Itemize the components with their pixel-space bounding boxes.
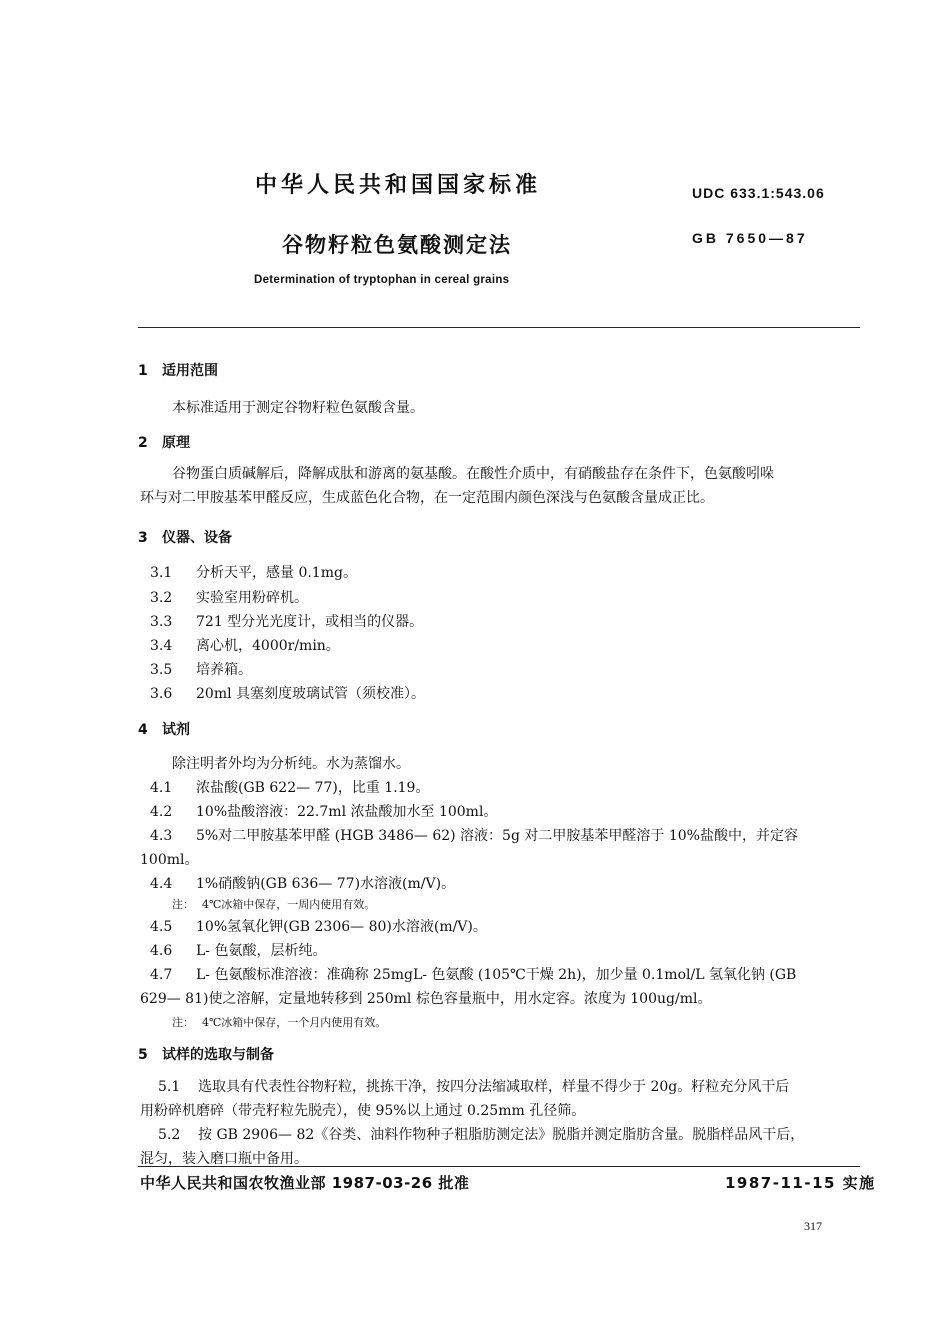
section-2-line-2: 环与对二甲胺基苯甲醛反应，生成蓝色化合物，在一定范围内颜色深浅与色氨酸含量成正比。 — [140, 490, 714, 506]
list-item: 4.4 1%硝酸钠(GB 636— 77)水溶液(m/V)。 — [150, 876, 456, 892]
note: 注： 4℃冰箱中保存，一个月内使用有效。 — [172, 1016, 387, 1029]
document-title: 谷物籽粒色氨酸测定法 — [282, 233, 512, 257]
list-item: 4.6 L- 色氨酸，层析纯。 — [150, 943, 327, 959]
list-item: 3.2 实验室用粉碎机。 — [150, 590, 308, 606]
implementation-date: 1987-11-15 实施 — [725, 1174, 876, 1192]
section-number: 5 — [138, 1047, 148, 1063]
footer-divider — [138, 1166, 860, 1167]
list-item: 4.3 5%对二甲胺基苯甲醛 (HGB 3486— 62) 溶液：5g 对二甲胺基苯甲醛溶于 10%盐酸中，并定容 — [150, 828, 798, 844]
list-item: 3.1 分析天平，感量 0.1mg。 — [150, 565, 357, 581]
list-item: 4.1 浓盐酸(GB 622— 77)，比重 1.19。 — [150, 780, 430, 796]
section-title: 试剂 — [162, 722, 190, 738]
country-standard-title: 中华人民共和国国家标准 — [255, 173, 542, 198]
section-2-heading — [138, 432, 190, 452]
approval-line: 中华人民共和国农牧渔业部 1987-03-26 批准 — [140, 1174, 470, 1192]
list-item: 4.5 10%氢氧化钾(GB 2306— 80)水溶液(m/V)。 — [150, 919, 487, 935]
list-item: 3.5 培养箱。 — [150, 662, 252, 678]
section-title: 试样的选取与制备 — [162, 1047, 274, 1063]
list-item: 3.4 离心机，4000r/min。 — [150, 638, 340, 654]
section-number: 4 — [138, 722, 148, 738]
section-number: 1 — [138, 363, 148, 379]
list-item: 3.6 20ml 具塞刻度玻璃试管（须校准）。 — [150, 686, 426, 702]
list-item: 3.3 721 型分光光度计，或相当的仪器。 — [150, 614, 424, 630]
list-item-continuation: 用粉碎机磨碎（带壳籽粒先脱壳），使 95%以上通过 0.25mm 孔径筛。 — [140, 1103, 586, 1119]
english-title: Determination of tryptophan in cereal grains — [254, 274, 510, 286]
note: 注： 4℃冰箱中保存，一周内使用有效。 — [172, 898, 376, 911]
list-item-continuation: 629— 81)使之溶解，定量地转移到 250ml 棕色容量瓶中，用水定容。浓度为 100ug/ml。 — [140, 991, 712, 1007]
section-4-intro: 除注明者外均为分析纯。水为蒸馏水。 — [172, 756, 410, 772]
section-title: 适用范围 — [162, 363, 218, 379]
section-title: 原理 — [162, 435, 190, 451]
section-2-line-1: 谷物蛋白质碱解后，降解成肽和游离的氨基酸。在酸性介质中，有硝酸盐存在条件下，色氨酸吲哚 — [172, 466, 774, 482]
list-item: 5.2 按 GB 2906— 82《谷类、油料作物种子粗脂肪测定法》脱脂并测定脂肪含量。脱脂样品风干后， — [158, 1127, 805, 1143]
udc-code: UDC 633.1:543.06 — [692, 185, 825, 201]
section-number: 3 — [138, 530, 148, 546]
list-item: 4.7 L- 色氨酸标准溶液：准确称 25mgL- 色氨酸 (105℃干燥 2h)，加少量 0.1mol/L 氢氧化钠 (GB — [150, 967, 797, 983]
section-4-heading — [138, 719, 190, 739]
gb-number: GB 7650—87 — [692, 230, 808, 246]
list-item: 5.1 选取具有代表性谷物籽粒，挑拣干净，按四分法缩减取样，样量不得少于 20g。籽粒充分风干后 — [158, 1079, 790, 1095]
list-item-continuation: 混匀，装入磨口瓶中备用。 — [140, 1151, 308, 1167]
section-5-heading — [138, 1044, 274, 1064]
page-number: 317 — [804, 1219, 822, 1233]
section-3-heading — [138, 527, 232, 547]
list-item: 4.2 10%盐酸溶液：22.7ml 浓盐酸加水至 100ml。 — [150, 804, 498, 820]
list-item-continuation: 100ml。 — [140, 852, 199, 868]
section-1-heading — [138, 360, 218, 380]
section-1-text: 本标准适用于测定谷物籽粒色氨酸含量。 — [172, 400, 424, 416]
header-divider — [138, 327, 860, 328]
section-number: 2 — [138, 435, 148, 451]
section-title: 仪器、设备 — [162, 530, 232, 546]
